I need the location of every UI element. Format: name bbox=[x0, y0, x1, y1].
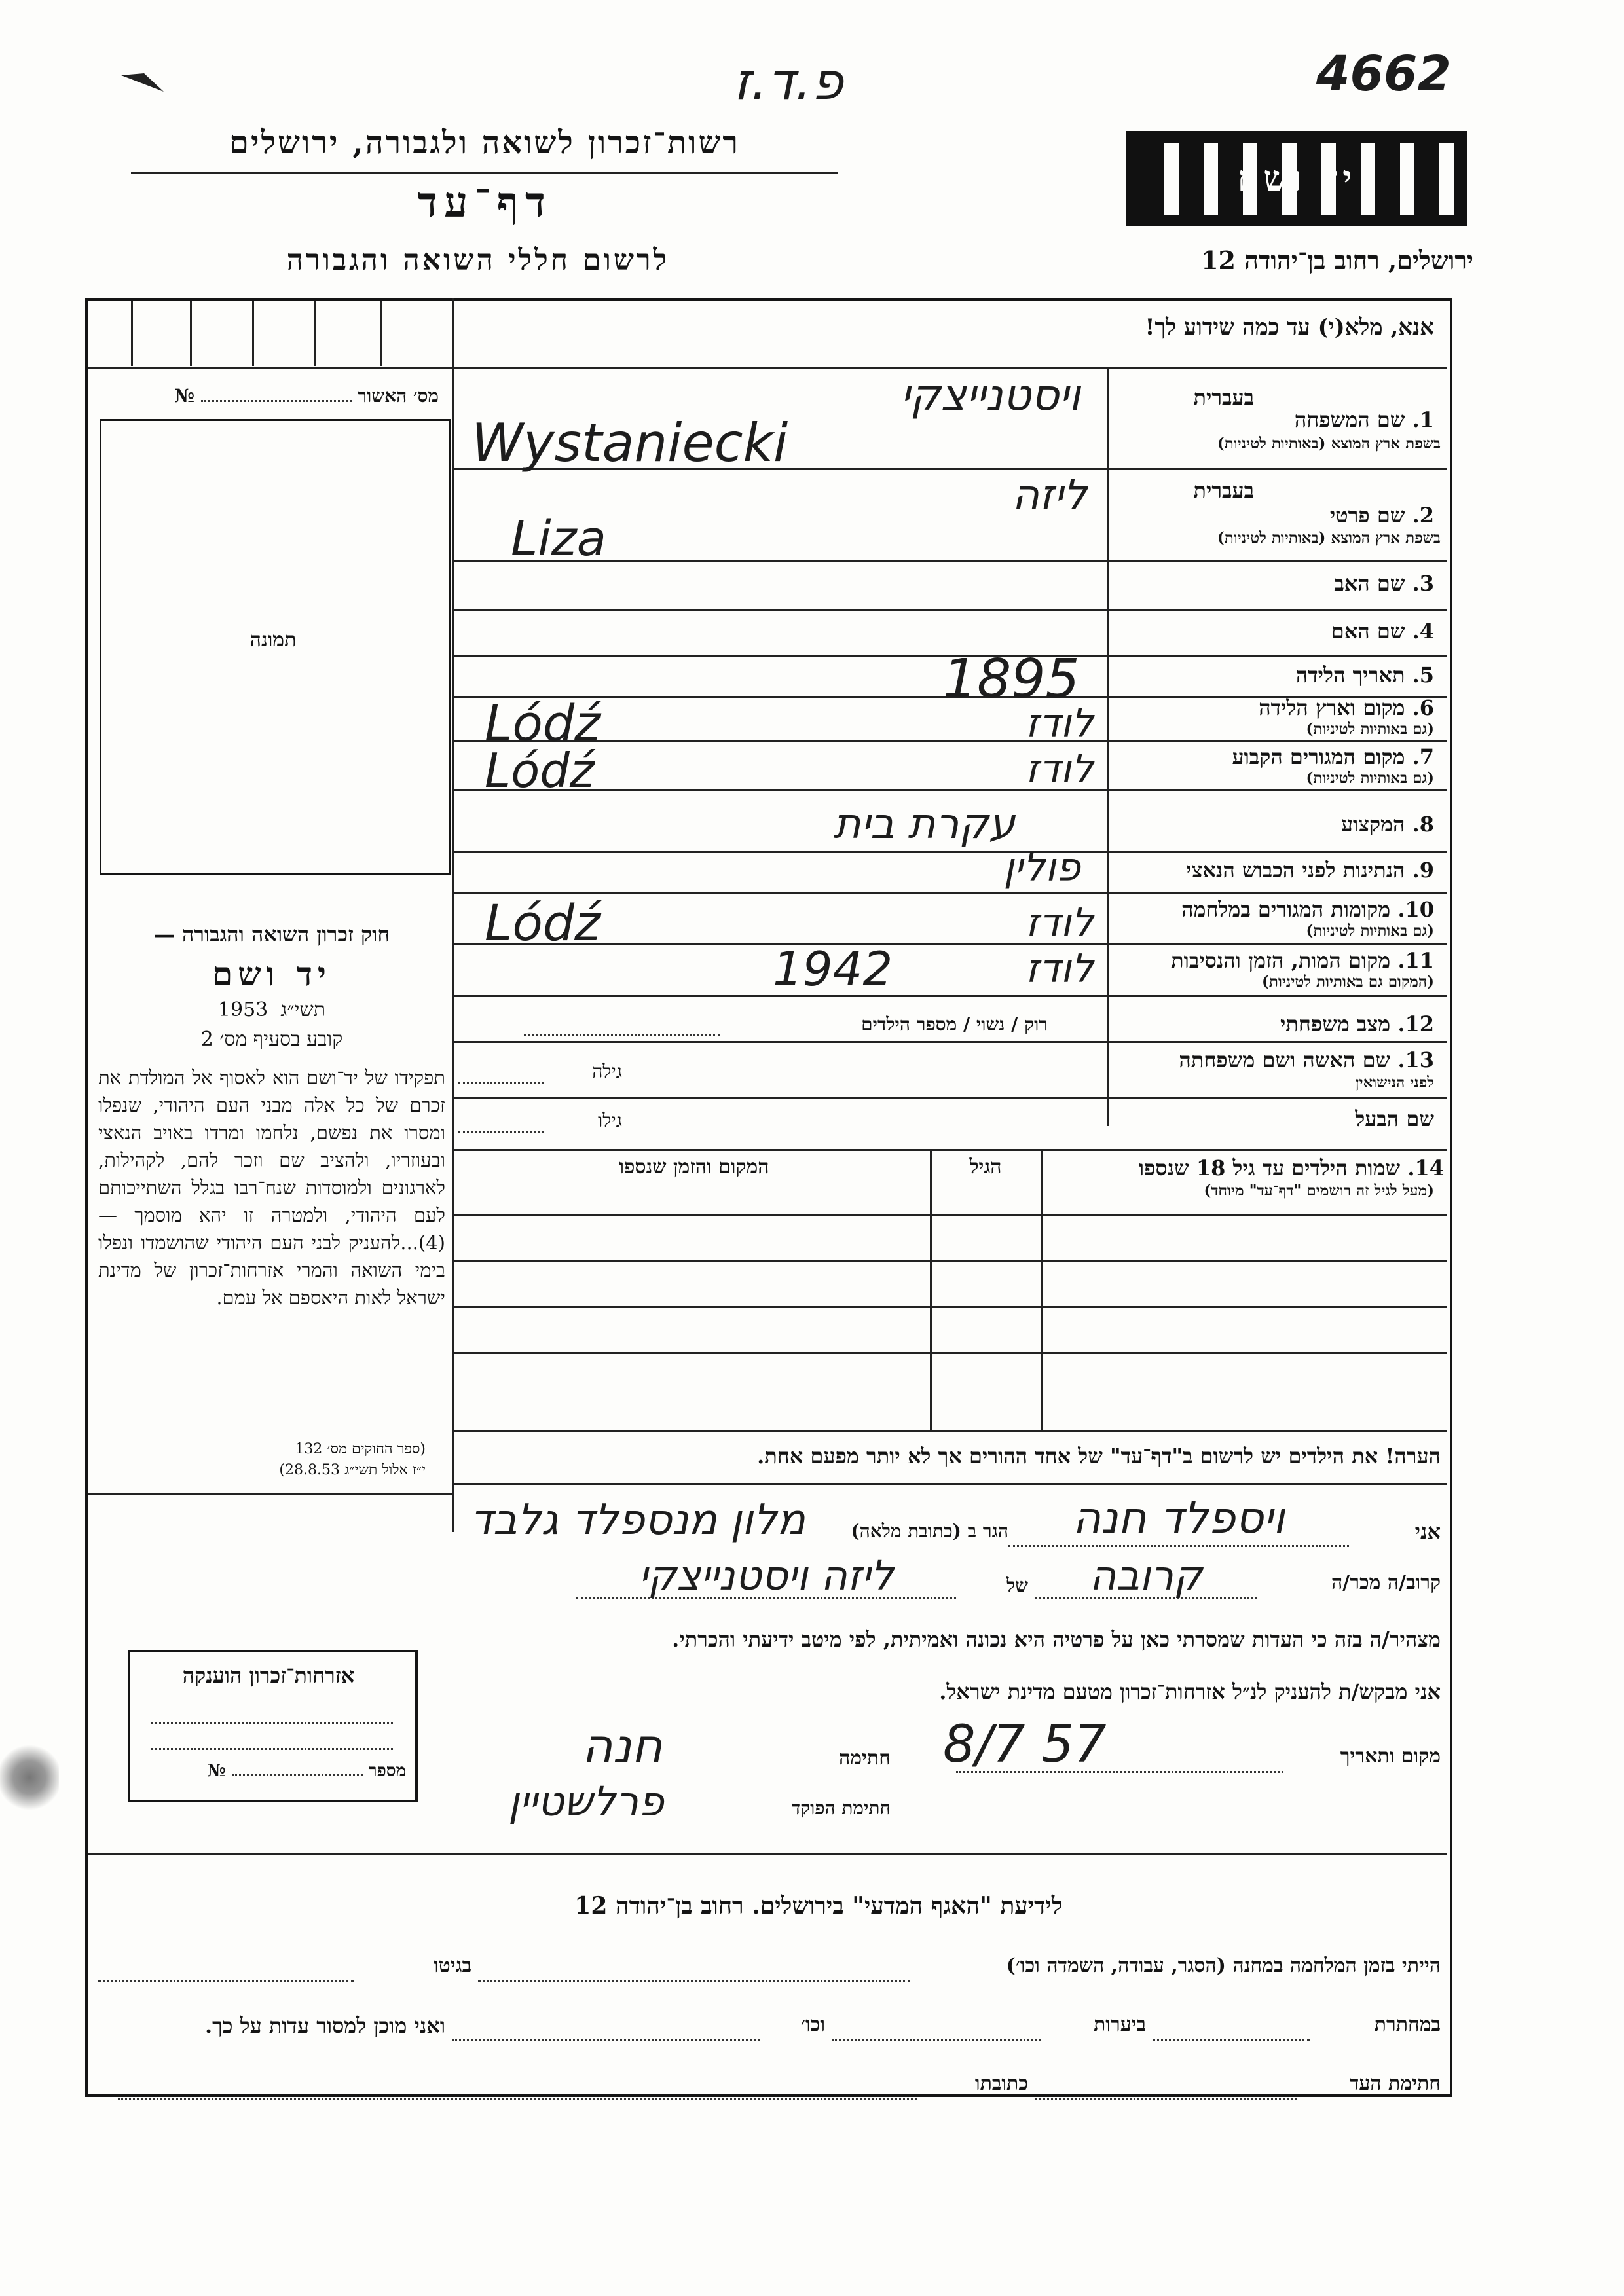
birth-date-label: 5. תאריך הלידה bbox=[1295, 663, 1434, 687]
children-label: 14. שמות הילדים עד גיל 18 שנספו bbox=[1138, 1156, 1444, 1180]
relative-value: קרובה bbox=[1089, 1552, 1203, 1599]
footer-witness-signature-label: חתימת העד bbox=[1349, 2072, 1441, 2095]
death-place-sub: (המקום גם באותיות לטיניות) bbox=[1262, 973, 1434, 991]
signature-label: חתימה bbox=[839, 1747, 891, 1770]
family-name-label: 1. שם המשפחה bbox=[1294, 407, 1434, 432]
authority-line: רשות־זכרון לשואה ולגבורה, ירושלים bbox=[229, 124, 741, 161]
law-title: חוק זכרון השואה והגבורה — bbox=[153, 922, 390, 947]
citizenship-box-title: אזרחות־זכרון הוענקה bbox=[182, 1663, 355, 1688]
of-value: ליזה ויסטנייצקי bbox=[638, 1552, 894, 1599]
clerk-signature-label: חתימת הפוקד bbox=[791, 1797, 891, 1819]
husband-name-label: שם הבעל bbox=[1355, 1106, 1434, 1131]
profession-label: 8. המקצוע bbox=[1340, 812, 1434, 837]
father-name-label: 3. שם האב bbox=[1334, 571, 1434, 596]
footer-willing-label: ואני מוכן למסור עדות על כך. bbox=[204, 2013, 445, 2038]
birth-place-label: 6. מקום וארץ הלידה bbox=[1259, 695, 1434, 720]
footer-forests-label: ביערות bbox=[1093, 2013, 1146, 2036]
children-sub: (מעל לגיל זה רושמים "דף־עד" מיוחד) bbox=[1204, 1182, 1434, 1199]
form-subtitle: לרשום חללי השואה והגבורה bbox=[286, 244, 670, 277]
yad-vashem-logo: יד ושם bbox=[1126, 131, 1467, 226]
declaration-statement: מצהיר/ה בזה כי העדות שמסרתי כאן על פרטיה היא נכונה ואמיתית, לפי מיטב ידיעתי והכרתי. bbox=[672, 1627, 1441, 1652]
birth-place-latin-value: Lódź bbox=[485, 694, 600, 752]
wartime-residence-latin-value: Lódź bbox=[485, 894, 600, 952]
children-place-header: המקום והזמן שנספו bbox=[619, 1156, 769, 1178]
instruction-text: אנא, מלא(י) עד כמה שידוע לך! bbox=[1145, 314, 1434, 340]
wartime-residence-label: 10. מקומות המגורים במלחמה bbox=[1181, 897, 1434, 922]
law-reference-1: (ספר החוקים מס׳ 132 bbox=[295, 1441, 426, 1457]
death-place-label: 11. מקום המות, הזמן והנסיבות bbox=[1171, 948, 1434, 973]
nationality-label: 9. הנתינות לפני הכבוש הנאצי bbox=[1186, 858, 1434, 883]
clerk-signature-value: פרלשטיין bbox=[508, 1777, 664, 1825]
form-title: דף־עד bbox=[417, 178, 552, 227]
wife-name-label: 13. שם האשה ושם משפחתה bbox=[1179, 1048, 1434, 1072]
wife-age-label: גילה bbox=[592, 1061, 622, 1082]
law-text: תפקידו של יד־ושם הוא לאסוף אל המולדת את זכרם של כל אלה מבני העם היהודי, שנפלו ומסרו את נפשם, נלחמו ומרדו באויב הנאצי ובעוזריו, ולהציב שם וזכר להם, לקהילות, לארגונים ולמוסדות שנח־רבו בגלל השתייכותם לעם היהודי, ולמטרה זו יהא מוסמך — (4)...להעניק לבני העם היהודי שהושמדו ונפלו בימי השואה והמרי אזרחות־זכרון של מדינת ישראל לאות היאספם אל עמם. bbox=[98, 1066, 445, 1309]
law-year: 1953 תשי״ג bbox=[217, 998, 326, 1021]
hebrew-tag-1: בעברית bbox=[1193, 385, 1254, 410]
law-clause: קובע בסעיף מס׳ 2 bbox=[200, 1028, 343, 1051]
footer-underground-label: במחתרת bbox=[1374, 2013, 1441, 2036]
law-name: יד ושם bbox=[212, 955, 331, 993]
mother-name-label: 4. שם האם bbox=[1331, 619, 1434, 644]
place-date-label: מקום ותאריך bbox=[1340, 1745, 1441, 1768]
paper-stain bbox=[0, 1741, 59, 1813]
relative-label: קרוב/ה מכר/ה bbox=[1331, 1571, 1441, 1594]
death-place-hebrew-value: לודז bbox=[1025, 946, 1094, 992]
declarant-label: אני bbox=[1414, 1519, 1441, 1544]
residence-latin-value: Lódź bbox=[485, 743, 595, 798]
address: ירושלים, רחוב בן־יהודה 12 bbox=[1201, 246, 1473, 275]
corner-mark-icon bbox=[118, 65, 170, 105]
declarant-name-value: ויספלד חנה bbox=[1073, 1493, 1285, 1543]
footer-camp-label: הייתי בזמן המלחמה במחנה (הסגר, עבודה, השמדה וכו׳) bbox=[1006, 1954, 1441, 1977]
birth-place-hebrew-value: לודז bbox=[1025, 701, 1094, 746]
citizenship-request: אני מבקש/ת להעניק לנ״ל אזרחות־זכרון מטעם מדינת ישראל. bbox=[939, 1679, 1441, 1704]
signature-value: חנה bbox=[581, 1719, 663, 1774]
footer-ghetto-label: בגיטו bbox=[433, 1954, 471, 1977]
residence-label: 7. מקום המגורים הקבוע bbox=[1232, 744, 1434, 769]
children-age-header: הגיל bbox=[969, 1156, 1002, 1178]
residing-label: הגר ב (כתובת מלאה) bbox=[851, 1520, 1008, 1542]
first-name-latin-value: Liza bbox=[511, 511, 606, 567]
wartime-residence-hebrew-value: לודז bbox=[1025, 900, 1094, 946]
of-label: של bbox=[1006, 1575, 1028, 1596]
nationality-value: פולין bbox=[1003, 845, 1080, 890]
family-name-sub: בשפת ארץ המוצא (באותיות לטיניות) bbox=[1217, 435, 1441, 452]
first-name-hebrew-value: ליזה bbox=[1012, 471, 1087, 520]
birth-date-value: 1895 bbox=[943, 648, 1080, 710]
birth-place-sub: (גם באותיות לטיניות) bbox=[1306, 720, 1434, 738]
first-name-sub: בשפת ארץ המוצא (באותיות לטיניות) bbox=[1217, 529, 1441, 547]
law-reference-2: י״ז אלול תשי״ג 28.8.53) bbox=[279, 1462, 426, 1478]
residence-sub: (גם באותיות לטיניות) bbox=[1306, 769, 1434, 787]
hebrew-tag-2: בעברית bbox=[1193, 478, 1254, 503]
handwritten-reference: פ.ד.ז bbox=[733, 52, 843, 111]
wife-name-sub: לפני הנישואין bbox=[1355, 1074, 1434, 1091]
wartime-residence-sub: (גם באותיות לטיניות) bbox=[1306, 922, 1434, 939]
note-text: הערה! את הילדים יש לרשום ב"דף־עד" של אחד ההורים אך לא יותר מפעם אחת. bbox=[757, 1444, 1441, 1468]
marital-status-label: 12. מצב משפחתי bbox=[1280, 1011, 1434, 1036]
death-year-value: 1942 bbox=[773, 941, 893, 996]
residing-value: מלון מנספלד גלבד bbox=[470, 1496, 805, 1544]
family-name-latin-value: Wystaniecki bbox=[471, 412, 788, 473]
citizenship-number-label: מספר № bbox=[207, 1761, 406, 1781]
profession-value: עקרת בית bbox=[833, 800, 1015, 848]
footer-title: לידיעת "האגף המדעי" בירושלים. רחוב בן־יהודה 12 bbox=[574, 1892, 1063, 1920]
footer-address-label: כתובתו bbox=[974, 2072, 1028, 2095]
husband-age-label: גילו bbox=[598, 1110, 622, 1131]
family-name-hebrew-value: ויסטנייצקי bbox=[900, 370, 1080, 420]
photo-label: תמונה bbox=[249, 629, 297, 651]
marital-status-options: רוק / נשוי / מספר הילדים bbox=[861, 1013, 1048, 1035]
date-value: 8/7 57 bbox=[943, 1715, 1107, 1774]
first-name-label: 2. שם פרטי bbox=[1329, 503, 1434, 528]
handwritten-record-number: 4662 bbox=[1316, 46, 1451, 102]
record-number-label: מס׳ האשור № bbox=[174, 385, 439, 407]
residence-hebrew-value: לודז bbox=[1025, 746, 1094, 792]
footer-etc-label: וכו׳ bbox=[801, 2013, 825, 2036]
